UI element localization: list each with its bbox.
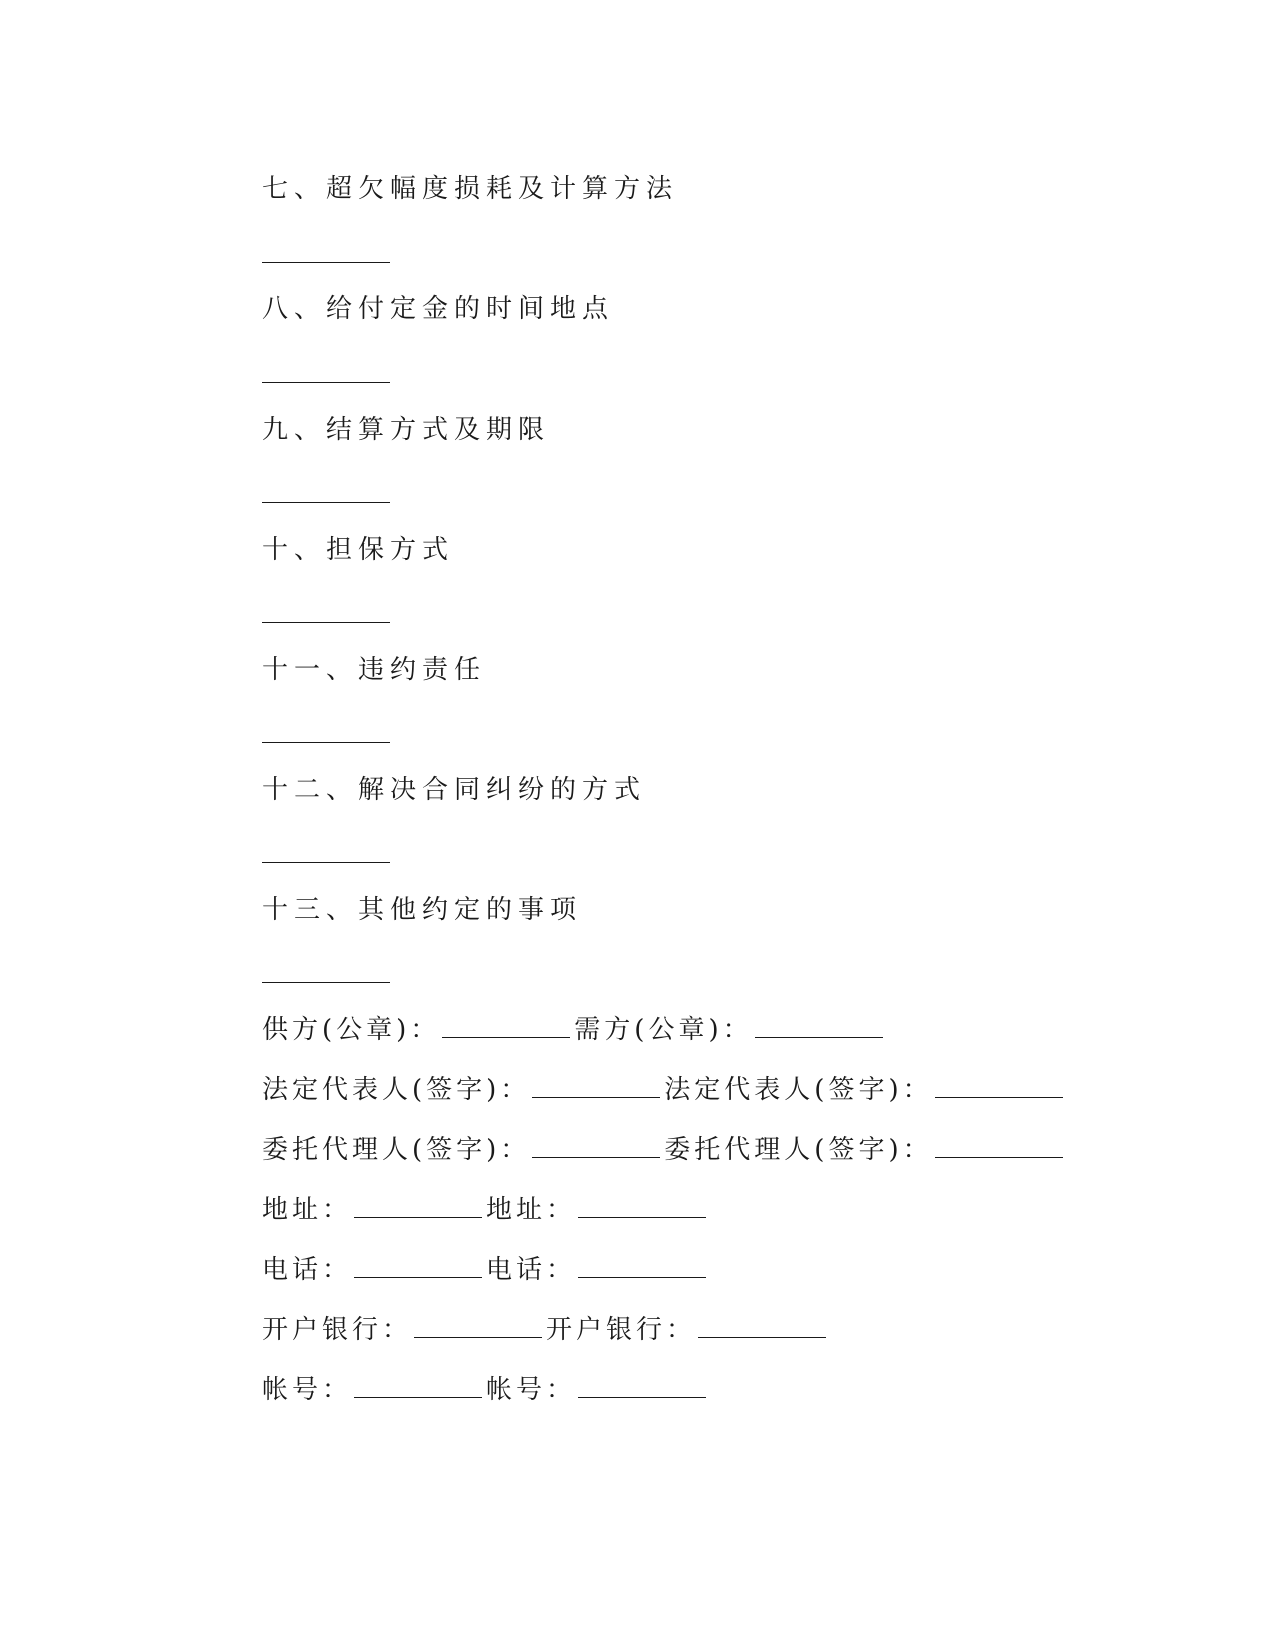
- clause-heading-8: 八、给付定金的时间地点: [262, 294, 615, 324]
- buyer-seal-field[interactable]: [755, 1015, 883, 1038]
- buyer-agent-field[interactable]: [935, 1135, 1063, 1158]
- blank-line[interactable]: [262, 262, 390, 263]
- supplier-agent-field[interactable]: [532, 1135, 660, 1158]
- buyer-bank-label: 开户银行：: [546, 1315, 697, 1345]
- supplier-address-label: 地址：: [262, 1195, 353, 1225]
- buyer-agent-label: 委托代理人(签字)：: [664, 1135, 933, 1165]
- supplier-seal-field[interactable]: [442, 1015, 570, 1038]
- buyer-phone-field[interactable]: [578, 1255, 706, 1278]
- buyer-account-field[interactable]: [578, 1375, 706, 1398]
- signature-row-legal-rep: [262, 1073, 1067, 1107]
- signature-row-address: [262, 1193, 710, 1227]
- blank-line[interactable]: [262, 622, 390, 623]
- blank-line[interactable]: [262, 862, 390, 863]
- clause-heading-7: 七、超欠幅度损耗及计算方法: [262, 174, 679, 204]
- supplier-account-label: 帐号：: [262, 1375, 353, 1405]
- supplier-phone-field[interactable]: [354, 1255, 482, 1278]
- signature-row-phone: [262, 1253, 710, 1287]
- supplier-phone-label: 电话：: [262, 1255, 353, 1285]
- signature-row-seal: [262, 1013, 887, 1047]
- clause-heading-13: 十三、其他约定的事项: [262, 895, 583, 925]
- clause-heading-11: 十一、违约责任: [262, 655, 487, 685]
- supplier-account-field[interactable]: [354, 1375, 482, 1398]
- buyer-address-label: 地址：: [486, 1195, 577, 1225]
- clause-heading-9: 九、结算方式及期限: [262, 415, 551, 445]
- supplier-bank-field[interactable]: [414, 1315, 542, 1338]
- signature-row-agent: [262, 1133, 1067, 1167]
- supplier-seal-label: 供方(公章)：: [262, 1015, 441, 1045]
- supplier-address-field[interactable]: [354, 1195, 482, 1218]
- supplier-bank-label: 开户银行：: [262, 1315, 413, 1345]
- clause-heading-12: 十二、解决合同纠纷的方式: [262, 775, 647, 805]
- blank-line[interactable]: [262, 382, 390, 383]
- supplier-legal-rep-field[interactable]: [532, 1075, 660, 1098]
- supplier-agent-label: 委托代理人(签字)：: [262, 1135, 531, 1165]
- buyer-account-label: 帐号：: [486, 1375, 577, 1405]
- blank-line[interactable]: [262, 742, 390, 743]
- buyer-address-field[interactable]: [578, 1195, 706, 1218]
- buyer-legal-rep-field[interactable]: [935, 1075, 1063, 1098]
- buyer-legal-rep-label: 法定代表人(签字)：: [664, 1075, 933, 1105]
- buyer-seal-label: 需方(公章)：: [574, 1015, 753, 1045]
- supplier-legal-rep-label: 法定代表人(签字)：: [262, 1075, 531, 1105]
- signature-row-bank: [262, 1313, 830, 1347]
- buyer-phone-label: 电话：: [486, 1255, 577, 1285]
- buyer-bank-field[interactable]: [698, 1315, 826, 1338]
- signature-row-account: [262, 1373, 710, 1407]
- blank-line[interactable]: [262, 502, 390, 503]
- blank-line[interactable]: [262, 982, 390, 983]
- clause-heading-10: 十、担保方式: [262, 535, 455, 565]
